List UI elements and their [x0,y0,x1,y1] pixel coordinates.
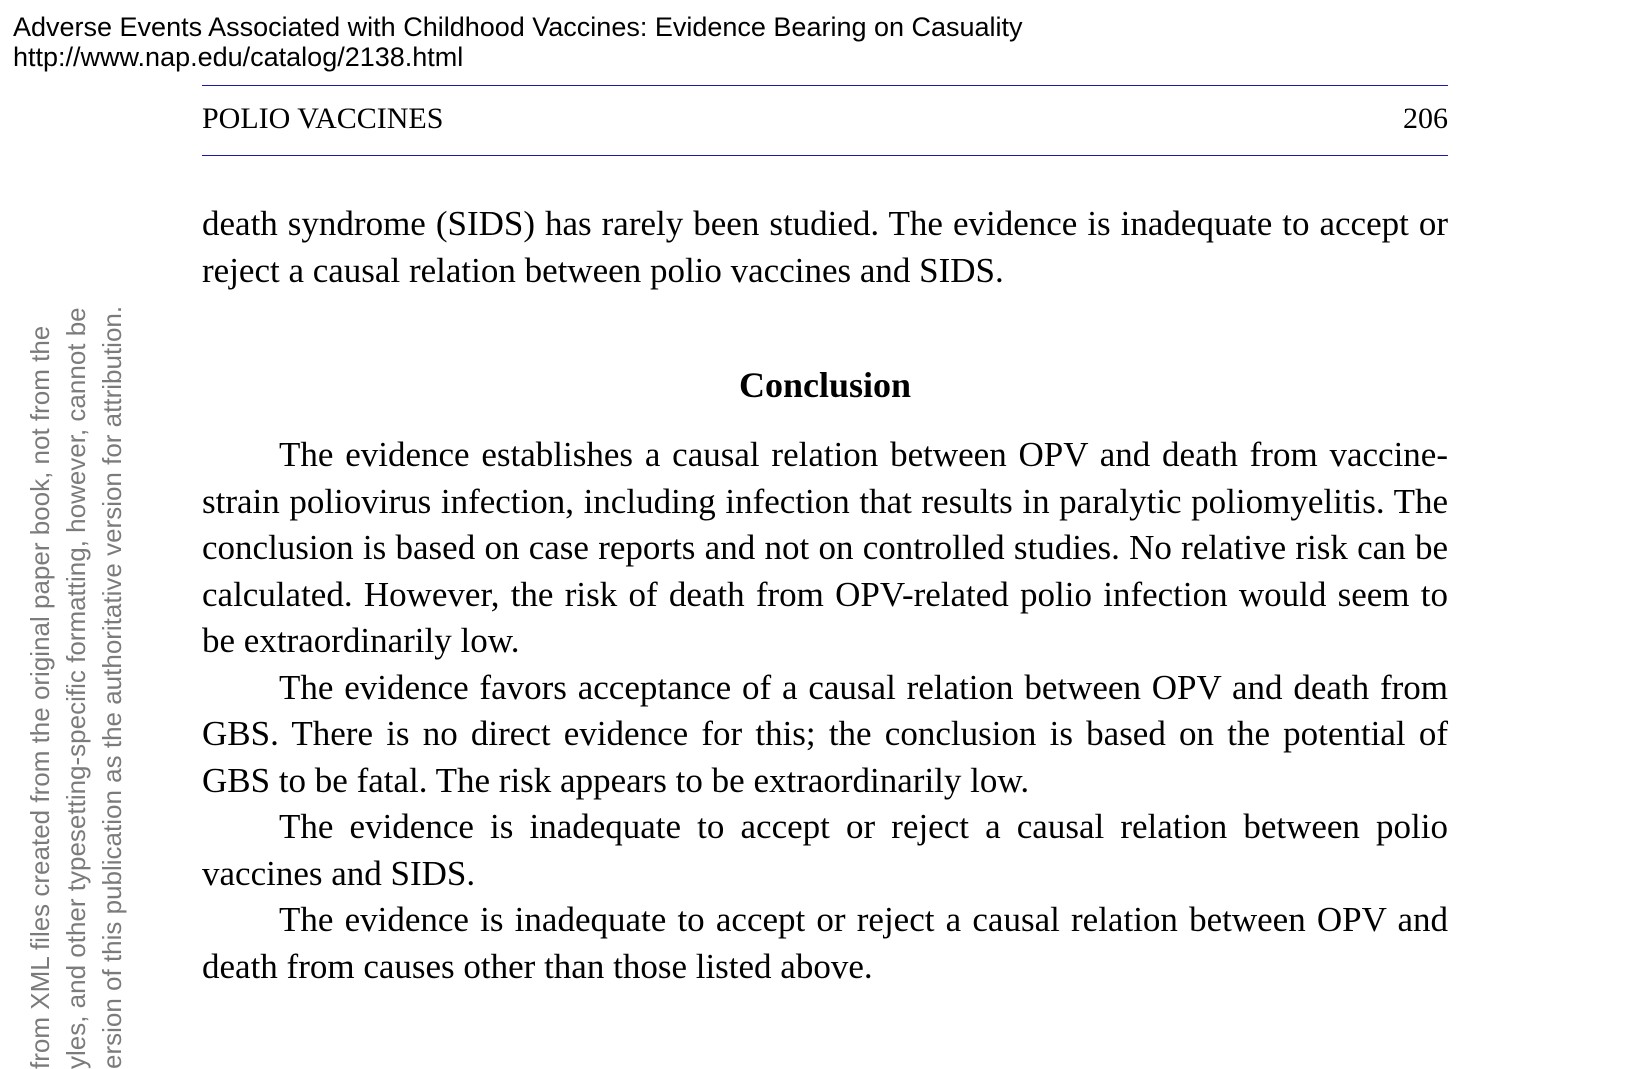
header-rule-top [202,85,1448,86]
header-rule-bottom [202,155,1448,156]
sidebar-line-2: yles, and other typesetting-specific formatting, however, cannot be [61,307,91,1069]
source-header [13,12,1023,72]
continued-paragraph [202,201,1448,294]
conclusion-body [202,432,1448,990]
paragraph: The evidence establishes a causal relation between OPV and death from vaccine-strain poliovirus infection, including infection that results in paralytic poliomyelitis. The conclusion is based on case reports and not on controlled studies. No relative risk can be calculated. However, the risk of death from OPV-related polio infection would seem to be extraordinarily low. [202,435,1448,660]
running-title: POLIO VACCINES [202,102,444,135]
section-heading: Conclusion [738,365,912,405]
paragraph: death syndrome (SIDS) has rarely been studied. The evidence is inadequate to accept or reject a causal relation between polio vaccines and SIDS. [202,204,1448,290]
source-url[interactable]: http://www.nap.edu/catalog/2138.html [13,42,464,72]
source-title: Adverse Events Associated with Childhood Vaccines: Evidence Bearing on Casuality [13,12,1023,42]
page-number: 206 [1403,102,1448,135]
attribution-sidebar [22,64,132,1069]
sidebar-line-3: ersion of this publication as the authoritative version for attribution. [97,305,127,1069]
paragraph: The evidence favors acceptance of a causal relation between OPV and death from GBS. There is no direct evidence for this; the conclusion is based on the potential of GBS to be fatal. The risk appears to be extraordinarily low. [202,667,1448,800]
paragraph: The evidence is inadequate to accept or reject a causal relation between OPV and death from causes other than those listed above. [202,900,1448,986]
sidebar-line-1: from XML files created from the original paper book, not from the [25,325,55,1069]
paragraph: The evidence is inadequate to accept or reject a causal relation between polio vaccines and SIDS. [202,807,1448,893]
